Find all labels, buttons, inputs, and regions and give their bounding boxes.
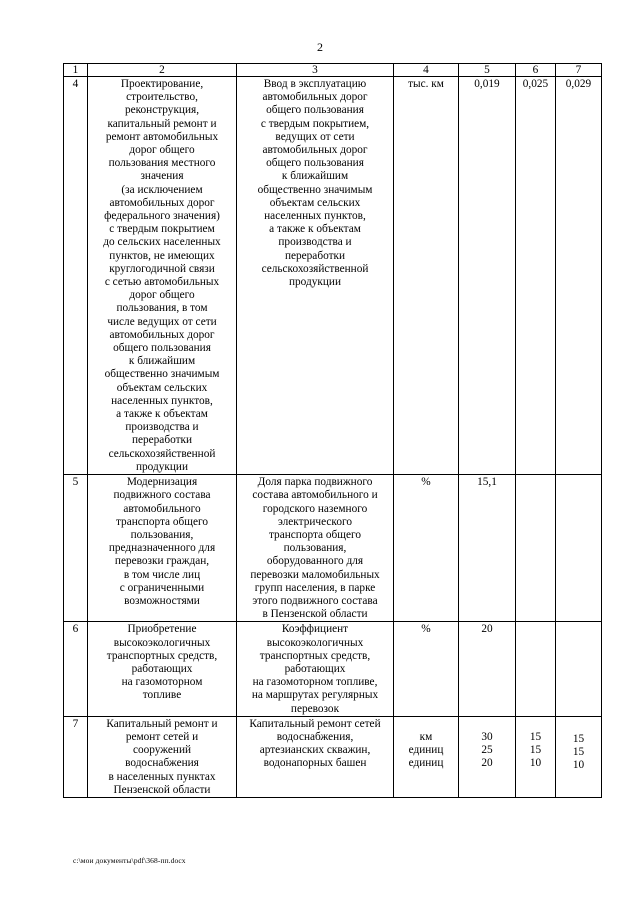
text-line: а также к объектам bbox=[116, 408, 208, 421]
text-line: общего пользования bbox=[266, 104, 364, 117]
text-line: населенных пунктов, bbox=[111, 394, 213, 407]
text-line: единиц bbox=[408, 757, 444, 770]
text-line: 15 bbox=[529, 730, 542, 743]
text-line: объектам сельских bbox=[116, 381, 208, 394]
text-line: с твердым покрытием bbox=[109, 223, 215, 236]
text-line: перевозок bbox=[290, 702, 340, 715]
text-line: общественно значимым bbox=[104, 368, 220, 381]
text-line: автомобильных дорог bbox=[262, 91, 368, 104]
text-line: общего пользования bbox=[113, 342, 211, 355]
text-line: (за исключением bbox=[121, 183, 203, 196]
page-number: 2 bbox=[317, 40, 323, 54]
column-number-3: 3 bbox=[237, 64, 394, 77]
text-line: 15 bbox=[529, 743, 542, 756]
text-line: водонапорных башен bbox=[263, 757, 367, 770]
text-line: транспорта общего bbox=[115, 515, 208, 528]
text-line: пользования местного bbox=[108, 157, 216, 170]
text-line: 0,029 bbox=[565, 78, 592, 90]
text-line: этого подвижного состава bbox=[252, 594, 378, 607]
text-line: Капитальный ремонт и bbox=[106, 717, 218, 730]
text-line: электрического bbox=[278, 515, 352, 528]
text-line: Модернизация bbox=[126, 476, 198, 489]
text-line: пользования, bbox=[130, 528, 194, 541]
text-line: капитальный ремонт и bbox=[107, 117, 217, 130]
text-line: высокоэкологичных bbox=[266, 636, 364, 649]
text-line: ведущих от сети bbox=[275, 130, 355, 143]
text-line: Ввод в эксплуатацию bbox=[263, 78, 367, 90]
text-line: высокоэкологичных bbox=[113, 636, 211, 649]
text-line: 30 bbox=[481, 730, 493, 743]
table-row bbox=[64, 622, 602, 716]
text-line: артезианских скважин, bbox=[259, 744, 371, 757]
text-line: автомобильных дорог bbox=[109, 196, 215, 209]
text-line: производства и bbox=[125, 421, 199, 434]
text-line: до сельских населенных bbox=[103, 236, 221, 249]
text-line: перевозки граждан, bbox=[114, 555, 210, 568]
text-line: Доля парка подвижного bbox=[257, 476, 373, 489]
activity-cell bbox=[88, 475, 237, 622]
text-line: водоснабжения bbox=[125, 757, 199, 770]
value-col6-cell bbox=[516, 716, 556, 797]
text-line: круглогодичной связи bbox=[109, 262, 215, 275]
text-line: 15,1 bbox=[477, 476, 497, 489]
value-col5-cell bbox=[459, 716, 516, 797]
text-line: ремонт сетей и bbox=[125, 730, 199, 743]
text-line: транспортных средств, bbox=[259, 649, 371, 662]
value-col5-cell bbox=[459, 622, 516, 716]
unit-cell bbox=[394, 77, 459, 475]
table-row bbox=[64, 77, 602, 475]
text-line: автомобильного bbox=[123, 502, 201, 515]
column-number-1: 1 bbox=[64, 64, 88, 77]
text-line: водоснабжения, bbox=[276, 730, 354, 743]
text-line: дорог общего bbox=[129, 144, 195, 157]
table-row bbox=[64, 475, 602, 622]
column-numbers-row bbox=[64, 64, 602, 77]
text-line: работающих bbox=[131, 662, 193, 675]
column-number-5: 5 bbox=[459, 64, 516, 77]
text-line: строительство, bbox=[126, 91, 198, 104]
text-line: на газомоторном топливе, bbox=[252, 676, 378, 689]
unit-cell bbox=[394, 475, 459, 622]
text-line: 15 bbox=[572, 732, 585, 745]
text-line: продукции bbox=[135, 460, 189, 473]
footer-file-path: c:\мои документы\pdf\368-пп.docx bbox=[73, 856, 186, 865]
unit-cell bbox=[394, 622, 459, 716]
text-line: в населенных пунктах bbox=[108, 770, 216, 783]
text-line: переработки bbox=[284, 249, 346, 262]
text-line: пунктов, не имеющих bbox=[109, 249, 215, 262]
indicator-cell bbox=[237, 77, 394, 475]
text-line: 10 bbox=[572, 759, 585, 772]
text-line: а также к объектам bbox=[269, 223, 361, 236]
column-number-4: 4 bbox=[394, 64, 459, 77]
text-line: дорог общего bbox=[129, 289, 195, 302]
indicator-cell bbox=[237, 622, 394, 716]
text-line: сельскохозяйственной bbox=[108, 447, 216, 460]
column-number-6: 6 bbox=[516, 64, 556, 77]
text-line: Капитальный ремонт сетей bbox=[249, 717, 381, 730]
text-line: общественно значимым bbox=[257, 183, 373, 196]
text-line: % bbox=[421, 476, 431, 489]
indicator-table bbox=[63, 63, 602, 798]
text-line: продукции bbox=[288, 276, 342, 289]
text-line: с твердым покрытием, bbox=[260, 117, 370, 130]
text-line: 10 bbox=[529, 757, 542, 770]
text-line: групп населения, в парке bbox=[254, 581, 376, 594]
indicator-cell bbox=[237, 716, 394, 797]
text-line: сооружений bbox=[132, 744, 192, 757]
text-line: пользования, в том bbox=[116, 302, 208, 315]
indicator-cell bbox=[237, 475, 394, 622]
text-line: объектам сельских bbox=[269, 196, 361, 209]
column-number-7: 7 bbox=[556, 64, 602, 77]
value-col6-cell bbox=[516, 622, 556, 716]
text-line: в том числе лиц bbox=[123, 568, 201, 581]
row-number: 4 bbox=[64, 77, 88, 475]
text-line: единиц bbox=[408, 743, 444, 756]
text-line: 15 bbox=[572, 745, 585, 758]
text-line: с сетью автомобильных bbox=[104, 276, 220, 289]
text-line: 20 bbox=[481, 757, 493, 770]
text-line: в Пензенской области bbox=[262, 608, 368, 621]
text-line: 20 bbox=[481, 623, 493, 636]
value-col7-cell bbox=[556, 622, 602, 716]
activity-cell bbox=[88, 622, 237, 716]
text-line: транспорта общего bbox=[268, 528, 361, 541]
text-line: Коэффициент bbox=[281, 623, 349, 636]
text-line: топливе bbox=[142, 689, 182, 702]
text-line: транспортных средств, bbox=[106, 649, 218, 662]
text-line: автомобильных дорог bbox=[262, 144, 368, 157]
value-col7-cell bbox=[556, 77, 602, 475]
value-col5-cell bbox=[459, 475, 516, 622]
text-line: сельскохозяйственной bbox=[261, 262, 369, 275]
row-number: 5 bbox=[64, 475, 88, 622]
value-col6-cell bbox=[516, 475, 556, 622]
text-line: км bbox=[419, 730, 433, 743]
text-line: состава автомобильного и bbox=[252, 489, 378, 502]
text-line: реконструкция, bbox=[124, 104, 200, 117]
text-line: населенных пунктов, bbox=[264, 210, 366, 223]
activity-cell bbox=[88, 77, 237, 475]
text-line: переработки bbox=[131, 434, 193, 447]
text-line: автомобильных дорог bbox=[109, 328, 215, 341]
text-line: % bbox=[421, 623, 431, 636]
unit-cell bbox=[394, 716, 459, 797]
text-line: оборудованного для bbox=[266, 555, 364, 568]
text-line: возможностями bbox=[124, 594, 200, 607]
text-line: Приобретение bbox=[127, 623, 197, 636]
value-col7-cell bbox=[556, 716, 602, 797]
text-line: 0,025 bbox=[522, 78, 549, 90]
text-line: предназначенного для bbox=[108, 542, 216, 555]
text-line: тыс. км bbox=[408, 78, 444, 90]
text-line: на газомоторном bbox=[121, 676, 203, 689]
text-line: производства и bbox=[278, 236, 352, 249]
column-number-2: 2 bbox=[88, 64, 237, 77]
text-line: на маршрутах регулярных bbox=[251, 689, 379, 702]
text-line: 25 bbox=[481, 743, 493, 756]
text-line: с ограниченными bbox=[119, 581, 205, 594]
text-line: ремонт автомобильных bbox=[105, 130, 219, 143]
text-line: подвижного состава bbox=[113, 489, 211, 502]
value-col5-cell bbox=[459, 77, 516, 475]
text-line: Пензенской области bbox=[113, 783, 211, 796]
activity-cell bbox=[88, 716, 237, 797]
value-col6-cell bbox=[516, 77, 556, 475]
text-line: к ближайшим bbox=[128, 355, 196, 368]
text-line: городского наземного bbox=[262, 502, 368, 515]
text-line: к ближайшим bbox=[281, 170, 349, 183]
text-line: общего пользования bbox=[266, 157, 364, 170]
text-line: пользования, bbox=[283, 542, 347, 555]
table-row bbox=[64, 716, 602, 797]
text-line: перевозки маломобильных bbox=[250, 568, 380, 581]
text-line: работающих bbox=[284, 662, 346, 675]
text-line: числе ведущих от сети bbox=[107, 315, 217, 328]
text-line: значения bbox=[140, 170, 184, 183]
value-col7-cell bbox=[556, 475, 602, 622]
row-number: 7 bbox=[64, 716, 88, 797]
row-number: 6 bbox=[64, 622, 88, 716]
text-line: 0,019 bbox=[474, 78, 500, 90]
text-line: Проектирование, bbox=[120, 78, 204, 90]
text-line: федерального значения) bbox=[104, 210, 220, 223]
